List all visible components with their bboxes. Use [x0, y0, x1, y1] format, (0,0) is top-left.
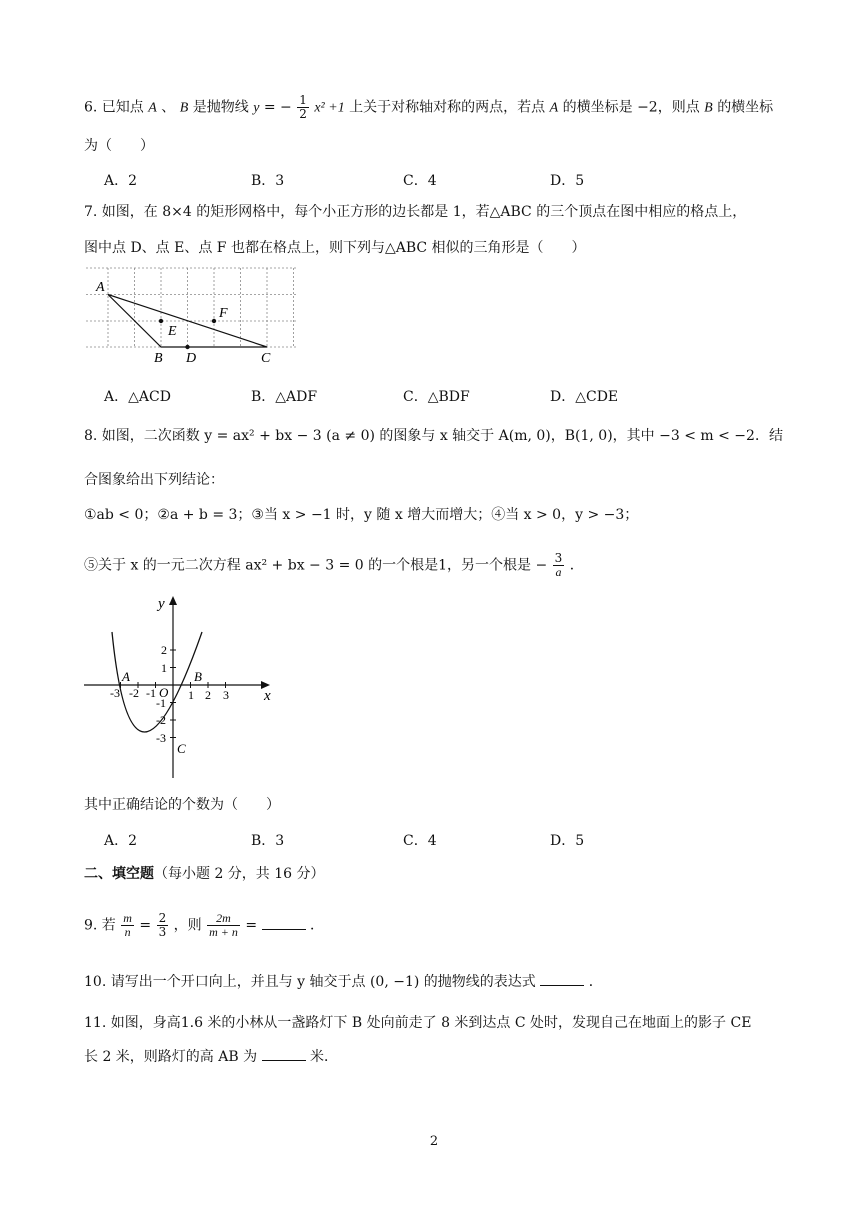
section-2-title: 二、填空题 — [84, 866, 154, 882]
x-tick-neg1: -1 — [146, 686, 156, 700]
q6-point-a2: A — [549, 100, 559, 116]
q8-line-3: ①ab < 0；②a + b = 3；③当 x > −1 时，y 随 x 增大而增大；④当 x > 0，y > −3； — [84, 507, 639, 523]
q8-choice-d: D．5 — [550, 833, 585, 849]
q11-line-1: 11. 如图，身高1.6 米的小林从一盏路灯下 B 处向前走了 8 米到达点 C 处时，发现自己在地面上的影子 CE — [84, 1015, 752, 1031]
q7-line-2: 图中点 D、点 E、点 F 也都在格点上，则下列与△ABC 相似的三角形是（ ） — [84, 240, 586, 256]
q9-eq1: = — [139, 917, 152, 934]
q7-choices — [104, 386, 704, 406]
q9-frac-expr — [207, 912, 240, 939]
point-f-dot — [212, 319, 216, 323]
q8-line-1: 8. 如图，二次函数 y = ax² + bx − 3 (a ≠ 0) 的图象与 x 轴交于 A(m, 0)，B(1, 0)，其中 −3 < m < −2．结 — [84, 428, 783, 444]
q6-text-mid: 是抛物线 — [192, 99, 249, 116]
q8-choice-c: C．4 — [403, 833, 437, 849]
q6-text-post2: 的横坐标是 −2，则点 — [562, 99, 700, 116]
label-e: E — [168, 324, 177, 339]
q9-answer-blank[interactable] — [262, 917, 306, 930]
y-tick-1: 1 — [161, 661, 167, 675]
x-axis-label: x — [264, 688, 271, 704]
point-e-dot — [159, 319, 163, 323]
x-tick-1: 1 — [188, 688, 194, 702]
q6-fraction — [297, 94, 309, 121]
q9-frac-mn — [121, 912, 134, 939]
q9-f1-num: m — [123, 911, 132, 925]
origin-label: O — [159, 685, 169, 700]
q7-choice-c: C．△BDF — [403, 389, 470, 405]
label-b: B — [154, 351, 163, 366]
q9-mid: ，则 — [173, 917, 202, 934]
q7-choice-d: D．△CDE — [550, 389, 619, 405]
q9-f3-num: 2m — [207, 912, 240, 926]
q8-choice-b: B．3 — [251, 833, 285, 849]
q6-point-a: A — [148, 100, 157, 116]
q8-line-4-post: ． — [569, 557, 584, 574]
q6-x2: x² +1 — [314, 100, 345, 116]
q7-choice-a: A．△ACD — [104, 389, 171, 405]
q6-frac-num: 1 — [299, 93, 307, 107]
label-c: C — [261, 351, 271, 366]
q8-line-4 — [84, 552, 584, 579]
q9-line — [84, 912, 324, 939]
q6-choice-c: C．4 — [403, 173, 437, 189]
q7-grid-figure — [84, 262, 314, 374]
q9-post: ． — [309, 917, 324, 934]
x-tick-neg3: -3 — [110, 686, 120, 700]
q8-fraction — [553, 552, 565, 579]
label-d: D — [186, 351, 197, 366]
q6-point-b: B — [179, 100, 189, 116]
q6-sep: 、 — [161, 99, 176, 116]
q9-eq2: = — [245, 917, 258, 934]
q6-choices — [104, 170, 704, 190]
q8-frac-num: 3 — [554, 551, 563, 565]
q11-line-2-pre: 长 2 米，则路灯的高 AB 为 — [84, 1049, 258, 1065]
q8-ask: 其中正确结论的个数为（ ） — [84, 797, 280, 813]
q6-var-y: y — [253, 100, 260, 116]
section-2-note: （每小题 2 分，共 16 分） — [154, 866, 325, 882]
q6-choice-d: D．5 — [550, 173, 585, 189]
point-d-dot — [185, 345, 189, 349]
y-axis-arrow — [169, 596, 177, 605]
x-tick-3: 3 — [223, 688, 229, 702]
y-tick-2: 2 — [161, 643, 167, 657]
q9-f3-den: m + n — [209, 925, 238, 939]
q6-line-1 — [84, 94, 773, 121]
q10-post: ． — [588, 974, 603, 990]
q8-choice-a: A．2 — [104, 833, 138, 849]
q6-text-post: 上关于对称轴对称的两点，若点 — [349, 99, 546, 116]
q6-point-b2: B — [704, 100, 713, 116]
section-2-header — [84, 864, 325, 884]
point-c-label: C — [177, 741, 186, 756]
y-tick-neg1: -1 — [156, 696, 166, 710]
q6-text-pre: 6. 已知点 — [84, 99, 144, 116]
q9-f1-den: n — [124, 925, 131, 939]
y-axis-label: y — [158, 596, 165, 612]
q9-f2-num: 2 — [158, 911, 167, 925]
x-tick-neg2: -2 — [129, 686, 139, 700]
q10-pre: 10. 请写出一个开口向上，并且与 y 轴交于点 (0, −1) 的抛物线的表达式 — [84, 974, 536, 990]
q10-line — [84, 972, 603, 992]
q7-line-1: 7. 如图，在 8×4 的矩形网格中，每个小正方形的边长都是 1，若△ABC 的三个顶点在图中相应的格点上， — [84, 204, 747, 220]
q6-choice-b: B．3 — [251, 173, 285, 189]
q6-eq: = − — [263, 99, 292, 116]
q9-f2-den: 3 — [158, 925, 167, 939]
point-a-label: A — [122, 669, 130, 684]
q6-line-2: 为（ ） — [84, 138, 154, 154]
q11-answer-blank[interactable] — [262, 1048, 306, 1061]
q9-frac-23 — [157, 912, 169, 939]
label-f: F — [219, 306, 228, 321]
q8-choices — [104, 830, 704, 850]
q8-frac-den: a — [555, 565, 562, 579]
y-tick-neg2: -2 — [156, 713, 166, 727]
q7-choice-b: B．△ADF — [251, 389, 318, 405]
y-tick-neg3: -3 — [156, 731, 166, 745]
q8-parabola-graph — [80, 592, 280, 782]
q9-pre: 9. 若 — [84, 917, 116, 934]
q8-line-2: 合图象给出下列结论： — [84, 472, 224, 488]
q6-choice-a: A．2 — [104, 173, 138, 189]
q6-text-post3: 的横坐标 — [717, 99, 774, 116]
point-b-label: B — [194, 669, 202, 684]
x-tick-2: 2 — [205, 688, 211, 702]
label-a: A — [96, 280, 105, 295]
q10-answer-blank[interactable] — [540, 973, 584, 986]
q11-line-2-post: 米． — [310, 1049, 339, 1065]
page-number: 2 — [429, 1134, 439, 1149]
q11-line-2 — [84, 1047, 338, 1067]
q6-frac-den: 2 — [299, 107, 307, 121]
q8-line-4-pre: ⑤关于 x 的一元二次方程 ax² + bx − 3 = 0 的一个根是1，另一个根是 − — [84, 557, 548, 574]
